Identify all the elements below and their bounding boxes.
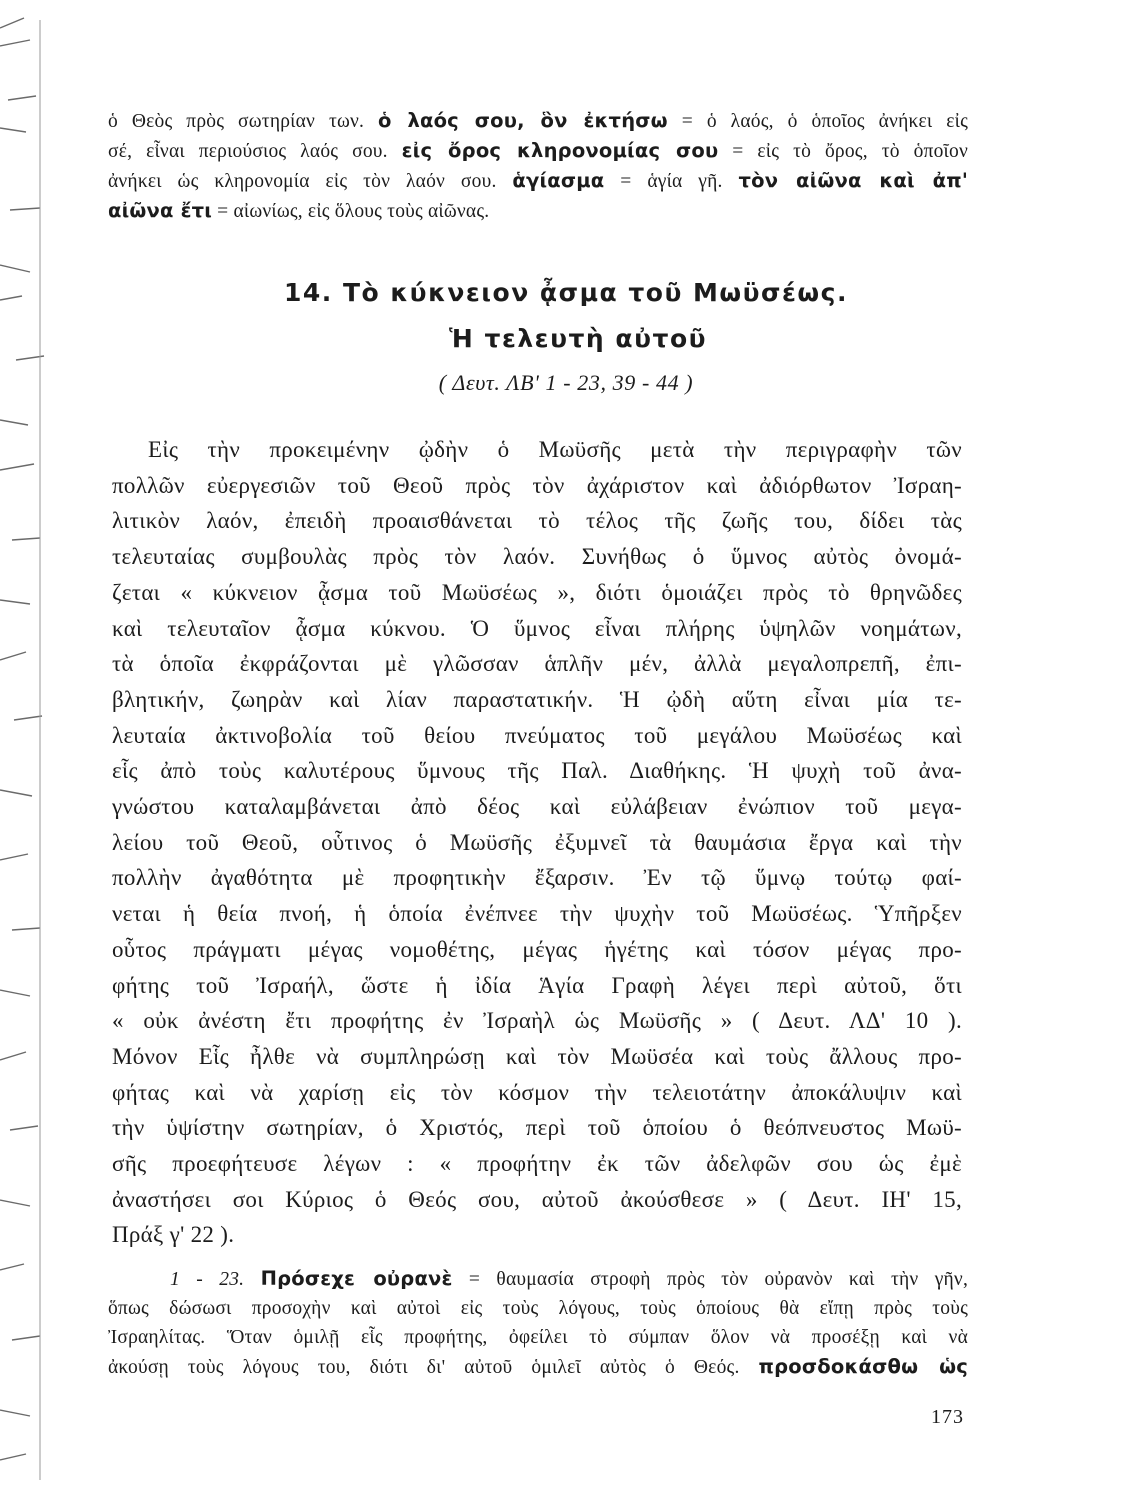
top-note-line-3 [108, 166, 968, 196]
top-commentary [108, 106, 968, 226]
scan-marks [0, 0, 60, 1500]
body-line: « οὐκ ἀνέστη ἔτι προφήτης ἐν Ἰσραὴλ ὡς Μωϋσῆς » ( Δευτ. ΛΔ' 10 ). [112, 1008, 962, 1034]
note-text: ὁ Θεὸς πρὸς σωτηρίαν των. [108, 111, 379, 132]
verse-range: 1 - 23. [170, 1269, 261, 1290]
body-line: Μόνον Εἷς ἦλθε νὰ συμπληρώσῃ καὶ τὸν Μωϋσέα καὶ τοὺς ἄλλους προ- [112, 1043, 962, 1069]
body-line: τὴν ὑψίστην σωτηρίαν, ὁ Χριστός, περὶ τοῦ ὁποίου ὁ θεόπνευστος Μωϋ- [112, 1115, 962, 1141]
body-line: σῆς προεφήτευσε λέγων : « προφήτην ἐκ τῶν ἀδελφῶν σου ὡς ἐμὲ [112, 1151, 962, 1177]
note-keyword: τὸν αἰῶνα καὶ ἀπ' [738, 169, 968, 192]
note-text: = θαυμασία στροφὴ πρὸς τὸν οὐρανὸν καὶ τὴν γῆν, [452, 1269, 969, 1290]
scan-edge-artifacts [0, 0, 60, 1500]
body-line: Πράξ γ' 22 ). [112, 1222, 235, 1248]
note-text: σέ, εἶναι περιούσιος λαός σου. [108, 141, 402, 162]
body-line: εἷς ἀπὸ τοὺς καλυτέρους ὕμνους τῆς Παλ. Διαθήκης. Ἡ ψυχὴ τοῦ ἀνα- [112, 758, 962, 784]
body-line: ἀναστήσει σοι Κύριος ὁ Θεός σου, αὐτοῦ ἀκούσθεσε » ( Δευτ. ΙΗ' 15, [112, 1186, 962, 1212]
body-line: νεται ἡ θεία πνοή, ἡ ὁποία ἐνέπνεε τὴν ψυχὴν τοῦ Μωϋσέως. Ὑπῆρξεν [112, 901, 962, 927]
note-text: ἀκούσῃ τοὺς λόγους του, διότι δι' αὐτοῦ ὁμιλεῖ αὐτὸς ὁ Θεός. [108, 1357, 759, 1378]
bottom-note-line-4 [108, 1352, 968, 1382]
bottom-note-line-2 [108, 1294, 968, 1323]
note-text: = εἰς τὸ ὄρος, τὸ ὁποῖον [718, 141, 968, 162]
note-keyword: εἰς ὄρος κληρονομίας σου [401, 139, 719, 162]
body-line: γνώστου καταλαμβάνεται ἀπὸ δέος καὶ εὐλάβειαν ἐνώπιον τοῦ μεγα- [112, 794, 962, 820]
body-line: πολλῶν εὐεργεσιῶν τοῦ Θεοῦ πρὸς τὸν ἀχάριστον καὶ ἀδιόρθωτον Ἰσραη- [112, 472, 962, 498]
note-text: = αἰωνίως, εἰς ὅλους τοὺς αἰῶνας. [212, 201, 490, 222]
section-title: 14. Τὸ κύκνειον ᾆσμα τοῦ Μωϋσέως. [284, 278, 848, 307]
note-keyword: Πρόσεχε οὐρανὲ [260, 1267, 453, 1290]
note-text: Ἰσραηλίτας. Ὅταν ὁμιλῇ εἷς προφήτης, ὀφείλει τὸ σύμπαν ὅλον νὰ προσέξῃ καὶ νὰ [108, 1327, 968, 1348]
bottom-note-line-3 [108, 1323, 968, 1352]
body-line: πολλὴν ἀγαθότητα μὲ προφητικὴν ἔξαρσιν. Ἐν τῷ ὕμνῳ τούτῳ φαί- [112, 865, 962, 891]
note-text: = ἁγία γῆ. [604, 171, 739, 192]
bottom-note-line-1 [108, 1264, 968, 1294]
body-line: οὗτος πράγματι μέγας νομοθέτης, μέγας ἡγέτης καὶ τόσον μέγας προ- [112, 936, 962, 962]
body-line: Εἰς τὴν προκειμένην ᾠδὴν ὁ Μωϋσῆς μετὰ τὴν περιγραφὴν τῶν [148, 437, 962, 462]
top-note-line-4 [108, 196, 968, 226]
body-line: λείου τοῦ Θεοῦ, οὗτινος ὁ Μωϋσῆς ἐξυμνεῖ τὰ θαυμάσια ἔργα καὶ τὴν [112, 829, 962, 855]
note-text: = ὁ λαός, ὁ ὁποῖος ἀνήκει εἰς [667, 111, 968, 132]
note-keyword: ὁ λαός σου, ὃν ἐκτήσω [378, 109, 668, 132]
top-note-line-1 [108, 106, 968, 136]
top-note-line-2 [108, 136, 968, 166]
scripture-reference: ( Δευτ. ΛΒ' 1 - 23, 39 - 44 ) [438, 370, 694, 395]
note-keyword: ἁγίασμα [512, 169, 605, 192]
note-text: ὅπως δώσωσι προσοχὴν καὶ αὐτοὶ εἰς τοὺς λόγους, τοὺς ὁποίους θὰ εἴπῃ πρὸς τοὺς [108, 1298, 968, 1319]
body-line: ζεται « κύκνειον ᾆσμα τοῦ Μωϋσέως », διότι ὁμοιάζει πρὸς τὸ θρηνῶδες [112, 579, 962, 605]
note-keyword: αἰῶνα ἔτι [108, 199, 213, 222]
body-line: βλητικήν, ζωηρὰν καὶ λίαν παραστατικήν. Ἡ ᾠδὴ αὕτη εἶναι μία τε- [112, 686, 962, 712]
note-keyword: προσδοκάσθω ὡς [758, 1355, 969, 1378]
note-text: ἀνήκει ὡς κληρονομία εἰς τὸν λαόν σου. [108, 171, 513, 192]
bottom-commentary [108, 1264, 968, 1382]
body-line: λευταία ἀκτινοβολία τοῦ θείου πνεύματος τοῦ μεγάλου Μωϋσέως καὶ [112, 722, 962, 748]
body-line: καὶ τελευταῖον ᾆσμα κύκνου. Ὁ ὕμνος εἶναι πλήρης ὑψηλῶν νοημάτων, [112, 615, 962, 641]
body-line: τὰ ὁποῖα ἐκφράζονται μὲ γλῶσσαν ἁπλῆν μέν, ἀλλὰ μεγαλοπρεπῆ, ἐπι- [112, 651, 962, 677]
body-line: τελευταίας συμβουλὰς πρὸς τὸν λαόν. Συνήθως ὁ ὕμνος αὐτὸς ὀνομά- [112, 544, 962, 570]
body-line: λιτικὸν λαόν, ἐπειδὴ προαισθάνεται τὸ τέλος τῆς ζωῆς του, δίδει τὰς [112, 508, 962, 534]
section-subtitle: Ἡ τελευτὴ αὐτοῦ [449, 324, 707, 353]
body-line: φήτας καὶ νὰ χαρίσῃ εἰς τὸν κόσμον τὴν τελειοτάτην ἀποκάλυψιν καὶ [112, 1079, 962, 1105]
main-paragraph [112, 432, 962, 1253]
page-number: 173 [931, 1406, 964, 1428]
body-line: φήτης τοῦ Ἰσραήλ, ὥστε ἡ ἰδία Ἁγία Γραφὴ λέγει περὶ αὐτοῦ, ὅτι [112, 972, 962, 998]
